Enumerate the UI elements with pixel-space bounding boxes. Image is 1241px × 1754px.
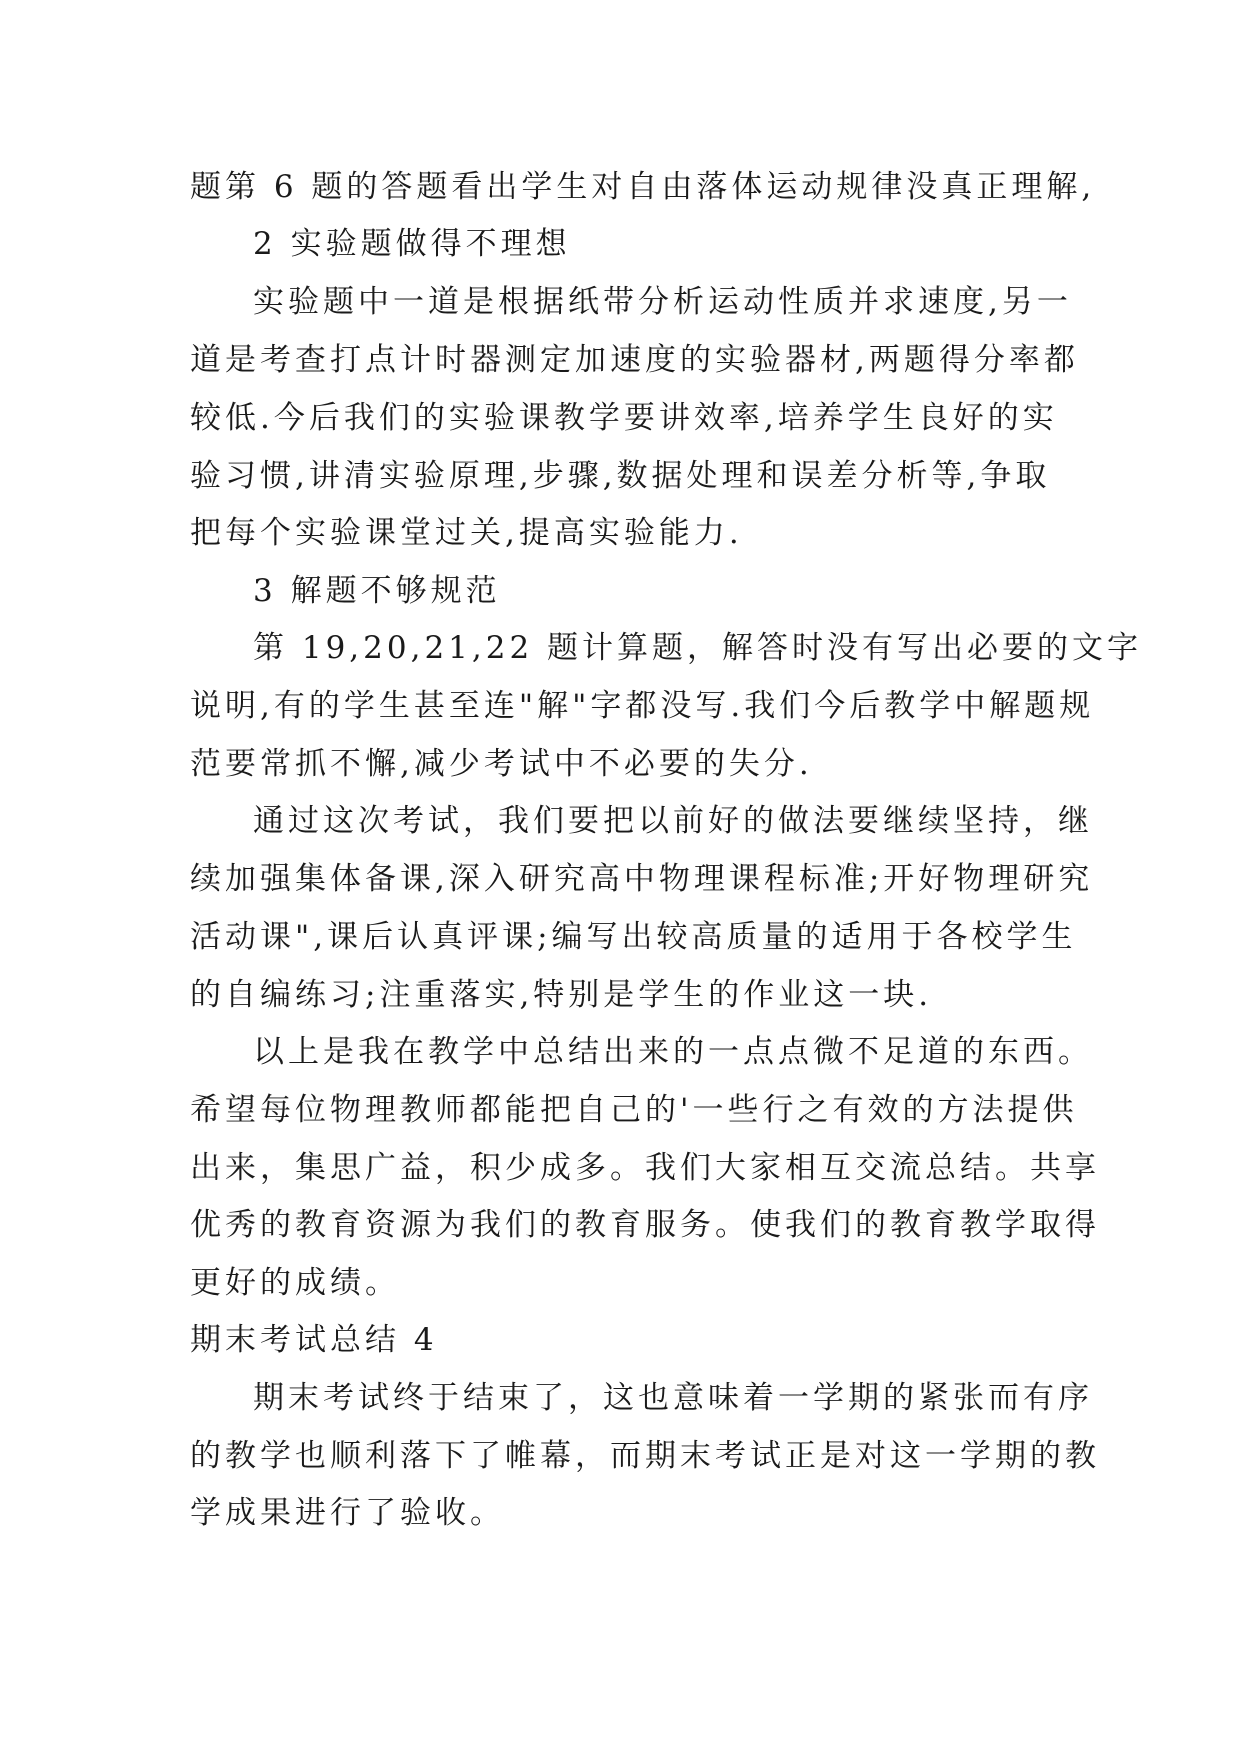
text-line: 通过这次考试，我们要把以前好的做法要继续坚持，继 [253,803,1093,839]
text-line: 优秀的教育资源为我们的教育服务。使我们的教育教学取得 [190,1207,1100,1243]
section-heading: 3 解题不够规范 [253,573,501,609]
section-heading: 2 实验题做得不理想 [253,226,571,262]
text-line: 更好的成绩。 [190,1265,400,1301]
text-line: 范要常抓不懈,减少考试中不必要的失分. [190,746,813,782]
text-line: 活动课",课后认真评课;编写出较高质量的适用于各校学生 [190,919,1077,955]
text-line: 希望每位物理教师都能把自己的'一些行之有效的方法提供 [190,1092,1078,1128]
text-line: 验习惯,讲清实验原理,步骤,数据处理和误差分析等,争取 [190,458,1051,494]
document-heading: 期末考试总结 4 [190,1322,438,1358]
text-line: 说明,有的学生甚至连"解"字都没写.我们今后教学中解题规 [190,688,1095,724]
text-line: 期末考试终于结束了，这也意味着一学期的紧张而有序 [253,1380,1093,1416]
text-line: 的教学也顺利落下了帷幕，而期末考试正是对这一学期的教 [190,1438,1100,1474]
text-line: 把每个实验课堂过关,提高实验能力. [190,515,743,551]
text-line: 学成果进行了验收。 [190,1495,505,1531]
text-line: 续加强集体备课,深入研究高中物理课程标准;开好物理研究 [190,861,1094,897]
text-line: 出来，集思广益，积少成多。我们大家相互交流总结。共享 [190,1150,1100,1186]
text-line: 题第 6 题的答题看出学生对自由落体运动规律没真正理解, [190,169,1096,205]
text-line: 较低.今后我们的实验课教学要讲效率,培养学生良好的实 [190,400,1058,436]
text-line: 以上是我在教学中总结出来的一点点微不足道的东西。 [253,1034,1093,1070]
text-line: 实验题中一道是根据纸带分析运动性质并求速度,另一 [253,284,1072,320]
text-line: 的自编练习;注重落实,特别是学生的作业这一块. [190,977,933,1013]
text-line: 第 19,20,21,22 题计算题，解答时没有写出必要的文字 [253,630,1143,666]
text-line: 道是考查打点计时器测定加速度的实验器材,两题得分率都 [190,342,1079,378]
